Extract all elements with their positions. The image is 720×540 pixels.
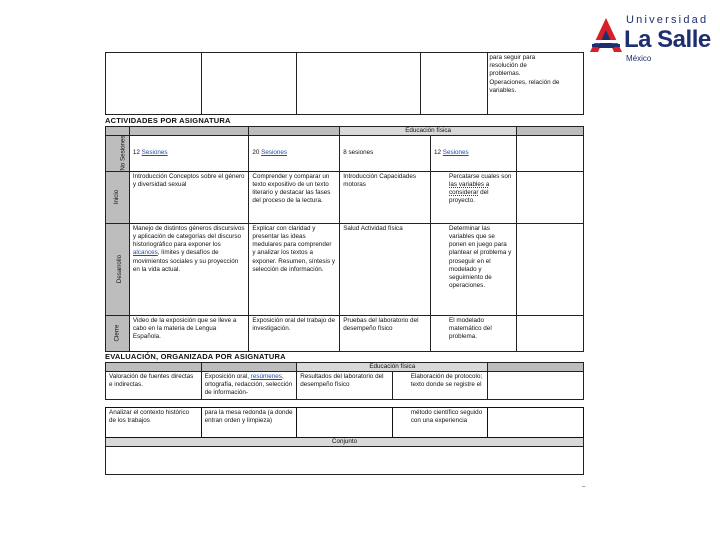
la-salle-logo [588, 12, 713, 62]
logo-mexico: México [626, 54, 652, 63]
top-cell-2 [201, 53, 297, 115]
actividades-header-label: Educación física [340, 126, 517, 135]
row-desarrollo: Desarrollo Manejo de distintos géneros discursivos y aplicación de categorías del discurso historiográfico para exponer los alcances, límites y desafíos de movimientos sociales y su proyección en la vida actual. Explicar con claridad y presentar las ideas medulares para comprender y analizar los textos a exponer. Resumen, síntesis y selección de información. Salud Actividad física Determinar las variables que se ponen en juego para plantear el problema y proseguir en el modelado y seguimiento de operaciones. [106, 223, 584, 315]
evaluacion-row: Valoración de fuentes directas e indirectas. Exposición oral, resúmenes, ortografía, redacción, selección de información- Resultados del laboratorio del desempeño físico Elaboración de protocolo; texto donde se registre el [106, 371, 584, 399]
conjunto-header-row [106, 437, 584, 446]
logo-la-salle: La Salle [624, 26, 711, 53]
top-cell-1 [106, 53, 202, 115]
actividades-table [105, 126, 584, 352]
top-cell-3 [297, 53, 421, 115]
evaluacion-header-label: Educación física [297, 362, 488, 371]
page-corner-mark: – [582, 484, 586, 490]
evaluacion-header-row [106, 362, 584, 371]
conjunto-label: Conjunto [106, 437, 584, 446]
row-label-sesiones: No Sesiones [106, 135, 130, 171]
top-continuation-table [105, 52, 584, 115]
row-label-cierre: Cierre [106, 315, 130, 351]
document-page [105, 52, 584, 475]
row-cierre: Cierre Video de la exposición que se lleve a cabo en la materia de Lengua Española. Exposición oral del trabajo de investigación. Pruebas del laboratorio del desempeño físico El modelado matemático del problema. [106, 315, 584, 351]
actividades-header-row [106, 126, 584, 135]
row-label-inicio: Inicio [106, 171, 130, 223]
la-salle-emblem-icon [588, 16, 624, 56]
row-sesiones: No Sesiones 12 Sesiones 20 Sesiones 8 sesiones 12 Sesiones [106, 135, 584, 171]
conjunto-body [106, 447, 584, 475]
actividades-title: ACTIVIDADES POR ASIGNATURA [105, 116, 231, 125]
logo-universidad: Universidad [626, 14, 709, 26]
top-cell-4 [421, 53, 488, 115]
top-cell-5: para seguir para resolución de problemas. Operaciones, relación de variables. [488, 53, 584, 115]
bottom-row: Analizar el contexto histórico de los trabajos para la mesa redonda (a donde entran orden y limpieza) método científico seguido con una experiencia [106, 407, 584, 437]
row-inicio: Inicio Introducción Conceptos sobre el género y diversidad sexual Comprender y comparar un texto expositivo de un texto literario y destacar las fases del proceso de la lectura. Introducción Capacidades motoras Percatarse cuales son las variables a considerar del proyecto. [106, 171, 584, 223]
bottom-table [105, 407, 584, 475]
evaluacion-title: EVALUACIÓN, ORGANIZADA POR ASIGNATURA [105, 351, 286, 361]
evaluacion-table [105, 362, 584, 400]
row-label-desarrollo: Desarrollo [106, 223, 130, 315]
